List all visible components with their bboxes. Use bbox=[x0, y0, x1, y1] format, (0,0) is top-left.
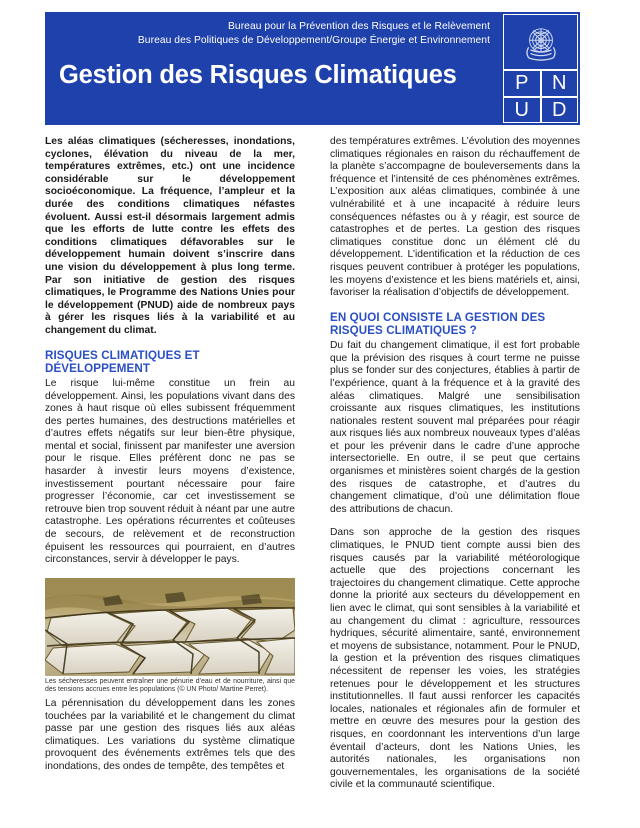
pnud-letter-n: N bbox=[541, 70, 579, 97]
header-banner bbox=[45, 12, 580, 125]
right-paragraph-2: Du fait du changement climatique, il est fort probable que la prévision des risques à court terme ne puisse plus se fonder sur des conjectures, établies à partir de l’expérience, quant à la fréquence et à la gravité des aléas climatiques. Malgré une sensibilisation croissante aux risques climatiques, les institutions nationales restent souvent mal préparées pour réagir aux risques liés aux nombreux nouveaux types d’aléas et pour les prévenir dans le cadre d’une approche intersectorielle. En outre, il se peut que certains organismes et ministères soient chargés de la gestion des risques de catastrophe, et d’autres du changement climatique, d’où une délimitation floue des attributions de chacun. bbox=[330, 340, 580, 515]
right-column bbox=[330, 136, 580, 803]
pnud-letter-u: U bbox=[503, 97, 541, 124]
drought-figure bbox=[45, 578, 295, 695]
page-title: Gestion des Risques Climatiques bbox=[59, 61, 457, 89]
right-paragraph-1: des températures extrêmes. L’évolution des moyennes climatiques régionales en raison du réchauffement de la planète s’accompagne de bouleversements dans la fréquence et l’intensité de ces phénomènes extrêmes. L’exposition aux aléas climatiques, combinée à une vulnérabilité et à une incapacité à réduire leurs conséquences néfastes ou à y réagir, est source de catastrophes et de pertes. La gestion des risques climatiques constitue donc un élément clé du développement. L’identification et la réduction de ces risques peuvent contribuer à protéger les populations, les moyens d’existence et les biens matériels et, ainsi, favoriser la réalisation d’objectifs de développement. bbox=[330, 136, 580, 299]
pnud-letter-grid bbox=[503, 70, 578, 123]
pnud-letter-p: P bbox=[503, 70, 541, 97]
figure-caption: Les sécheresses peuvent entraîner une pénurie d’eau et de nourriture, ainsi que des tensions accrues entre les populations (© UN Photo/ Martine Perret). bbox=[45, 677, 295, 694]
header-subtitle bbox=[45, 12, 500, 47]
section-heading-risques-climatiques: RISQUES CLIMATIQUES ET DÉVELOPPEMENT bbox=[45, 348, 200, 375]
un-emblem-icon bbox=[519, 20, 563, 64]
lead-paragraph: Les aléas climatiques (sécheresses, inondations, cyclones, élévation du niveau de la mer, températures extrêmes, etc.) ont une incidence considérable sur le développement socioéconomique. La fréquence, l’ampleur et la durée des conditions climatiques néfastes évoluent. Aussi est-il désormais largement admis que les efforts de lutte contre les effets des conditions climatiques défavorables sur le développement humain doivent s’inscrire dans une vision du développement à plus long terme. Par son initiative de gestion des risques climatiques, le Programme des Nations Unies pour le développement (PNUD) aide de nombreux pays à gérer les risques liés à la variabilité et au changement du climat. bbox=[45, 136, 295, 336]
un-emblem-cell bbox=[503, 14, 578, 70]
section-heading-en-quoi-consiste: EN QUOI CONSISTE LA GESTION DES RISQUES CLIMATIQUES ? bbox=[330, 310, 546, 337]
undp-logo bbox=[500, 12, 580, 125]
left-paragraph-1: Le risque lui-même constitue un frein au développement. Ainsi, les populations vivant dans des zones à haut risque où elles subissent fréquemment des pertes humaines, des destructions matérielles et d’autres effets négatifs sur leur bien-être physique, mental et social, finissent par manifester une aversion pour le risque. Elles préfèrent donc ne pas se hasarder à investir leurs moyens d’existence, investissement pourtant nécessaire pour faire progresser l’économie, car cet investissement se retrouve bien trop souvent réduit à néant par une autre catastrophe. Les opérations récurrentes et coûteuses de secours, de relèvement et de reconstruction épuisent les ressources qui pourraient, en d’autres circonstances, servir à développer le pays. bbox=[45, 377, 295, 566]
pnud-letter-d: D bbox=[541, 97, 579, 124]
header-subtitle-line-2: Bureau des Politiques de Développement/Groupe Énergie et Environnement bbox=[137, 34, 490, 46]
left-column bbox=[45, 136, 295, 785]
header-subtitle-line-1: Bureau pour la Prévention des Risques et le Relèvement bbox=[228, 21, 490, 32]
drought-cracked-earth-photo bbox=[45, 578, 295, 676]
header-text-area bbox=[45, 12, 500, 125]
left-paragraph-2: La pérennisation du développement dans les zones touchées par la variabilité et le changement du climat passe par une gestion des risques liés aux aléas climatiques. Les variations du système climatique provoquent des événements extrêmes tels que des inondations, des ondes de tempête, des tempêtes et bbox=[45, 698, 295, 772]
right-paragraph-3: Dans son approche de la gestion des risques climatiques, le PNUD tient compte aussi bien des risques causés par la variabilité météorologique actuelle que des projections concernant les trajectoires du changement climatique. Cette approche donne la priorité aux secteurs du développement en lien avec le climat, qui sont sensibles à la variabilité et au changement du climat : agriculture, ressources hydriques, sécurité alimentaire, santé, environnement et moyens de subsistance, notamment. Pour le PNUD, la gestion et la prévention des risques climatiques nécessitent de repenser les voies, les stratégies retenues pour le développement et les structures institutionnelles. Il faut aussi renforcer les capacités locales, nationales et régionales afin de formuler et mettre en œuvre des mesures pour la gestion des risques, en coordonnant les interventions d’un large éventail d’acteurs, dont les Nations Unies, les autorités nationales, les organisations non gouvernementales, les organisations de la société civile et la communauté scientifique. bbox=[330, 527, 580, 791]
